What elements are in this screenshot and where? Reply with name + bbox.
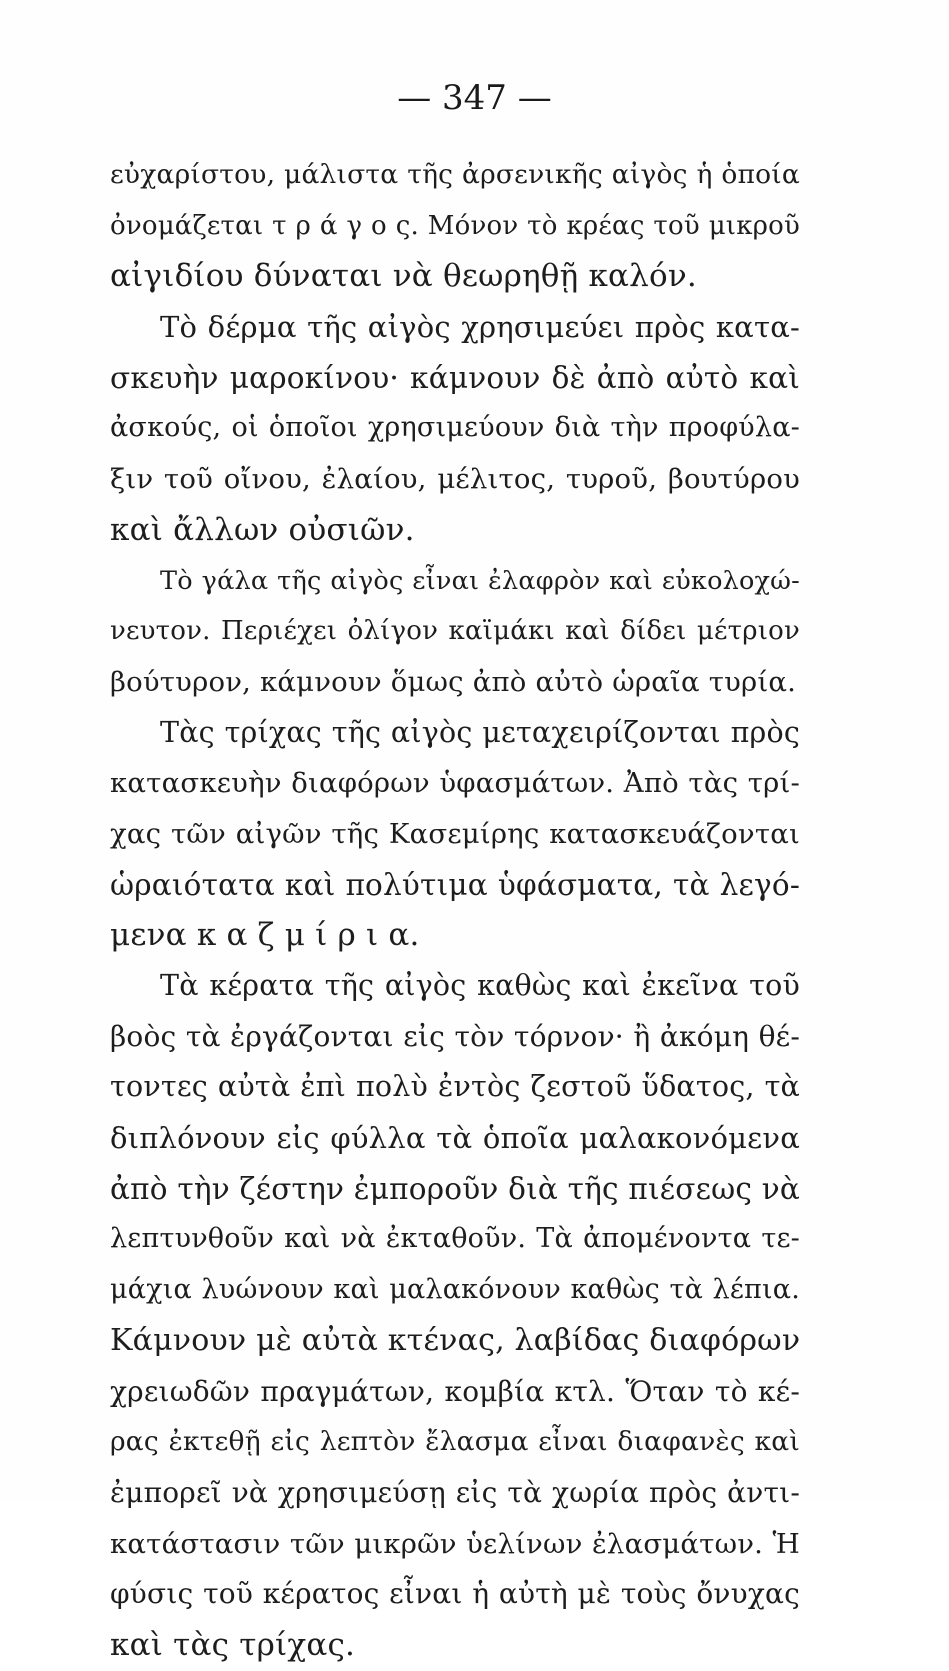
text-line: νευτον. Περιέχει ὀλίγον καϊμάκι καὶ δίδει μέτριον: [110, 616, 800, 647]
text-line: χας τῶν αἰγῶν τῆς Κασεμίρης κατασκευάζονται: [110, 817, 800, 850]
text-line: ἀσκούς, οἱ ὁποῖοι χρησιμεύουν διὰ τὴν προφύλα-: [110, 412, 800, 444]
text-line: εὐχαρίστου, μάλιστα τῆς ἀρσενικῆς αἰγὸς ἡ ὁποία: [110, 159, 800, 190]
text-line: καὶ τὰς τρίχας.: [110, 1626, 356, 1663]
page-number: — 347 —: [397, 78, 552, 118]
text-line: λεπτυνθοῦν καὶ νὰ ἐκταθοῦν. Τὰ ἀπομένοντα τε-: [110, 1223, 800, 1255]
text-line: ὡραιότατα καὶ πολύτιμα ὑφάσματα, τὰ λεγό-: [110, 867, 800, 902]
text-line: Τὰς τρίχας τῆς αἰγὸς μεταχειρίζονται πρὸς: [160, 715, 800, 749]
text-line: σκευὴν μαροκίνου· κάμνουν δὲ ἀπὸ αὐτὸ καὶ: [110, 360, 800, 395]
text-line: φύσις τοῦ κέρατος εἶναι ἡ αὐτὴ μὲ τοὺς ὄνυχας: [110, 1577, 800, 1611]
text-line: χρειωδῶν πραγμάτων, κομβία κτλ. Ὅταν τὸ κέ-: [110, 1374, 800, 1408]
body-text: [110, 150, 800, 1671]
text-line: Τὸ δέρμα τῆς αἰγὸς χρησιμεύει πρὸς κατα-: [160, 310, 800, 345]
text-line: καὶ ἄλλων οὐσιῶν.: [110, 511, 415, 548]
text-line: κατάστασιν τῶν μικρῶν ὑελίνων ἐλασμάτων. Ἡ: [110, 1527, 800, 1560]
text-line: ἀπὸ τὴν ζέστην ἐμποροῦν διὰ τῆς πιέσεως νὰ: [110, 1171, 800, 1206]
text-line: ἐμπορεῖ νὰ χρησιμεύσῃ εἰς τὰ χωρία πρὸς ἀντι-: [110, 1475, 800, 1509]
text-line: Κάμνουν μὲ αὐτὰ κτένας, λαβίδας διαφόρων: [110, 1322, 800, 1358]
text-line: ξιν τοῦ οἴνου, ἐλαίου, μέλιτος, τυροῦ, βουτύρου: [110, 463, 800, 496]
text-line: Τὰ κέρατα τῆς αἰγὸς καθὼς καὶ ἐκεῖνα τοῦ: [160, 969, 800, 1002]
text-line: μάχια λυώνουν καὶ μαλακόνουν καθὼς τὰ λέπια.: [110, 1274, 800, 1306]
text-line: αἰγιδίου δύναται νὰ θεωρηθῇ καλόν.: [110, 258, 697, 295]
text-line: βούτυρον, κάμνουν ὅμως ἀπὸ αὐτὸ ὡραῖα τυρία.: [110, 665, 797, 698]
text-line: Τὸ γάλα τῆς αἰγὸς εἶναι ἐλαφρὸν καὶ εὐκολοχώ-: [160, 565, 800, 596]
text-line: διπλόνουν εἰς φύλλα τὰ ὁποῖα μαλακονόμενα: [110, 1121, 800, 1156]
text-line: ὀνομάζεται τ ρ ά γ ο ς. Μόνον τὸ κρέας τοῦ μικροῦ: [110, 210, 800, 241]
text-line: τοντες αὐτὰ ἐπὶ πολὺ ἐντὸς ζεστοῦ ὕδατος, τὰ: [110, 1070, 800, 1104]
text-line: ρας ἐκτεθῇ εἰς λεπτὸν ἔλασμα εἶναι διαφανὲς καὶ: [110, 1426, 800, 1458]
text-line: βοὸς τὰ ἐργάζονται εἰς τὸν τόρνον· ἢ ἀκόμη θέ-: [110, 1019, 800, 1053]
text-line: μενα κ α ζ μ ί ρ ι α.: [110, 917, 420, 954]
text-line: κατασκευὴν διαφόρων ὑφασμάτων. Ἀπὸ τὰς τρί-: [110, 767, 800, 800]
